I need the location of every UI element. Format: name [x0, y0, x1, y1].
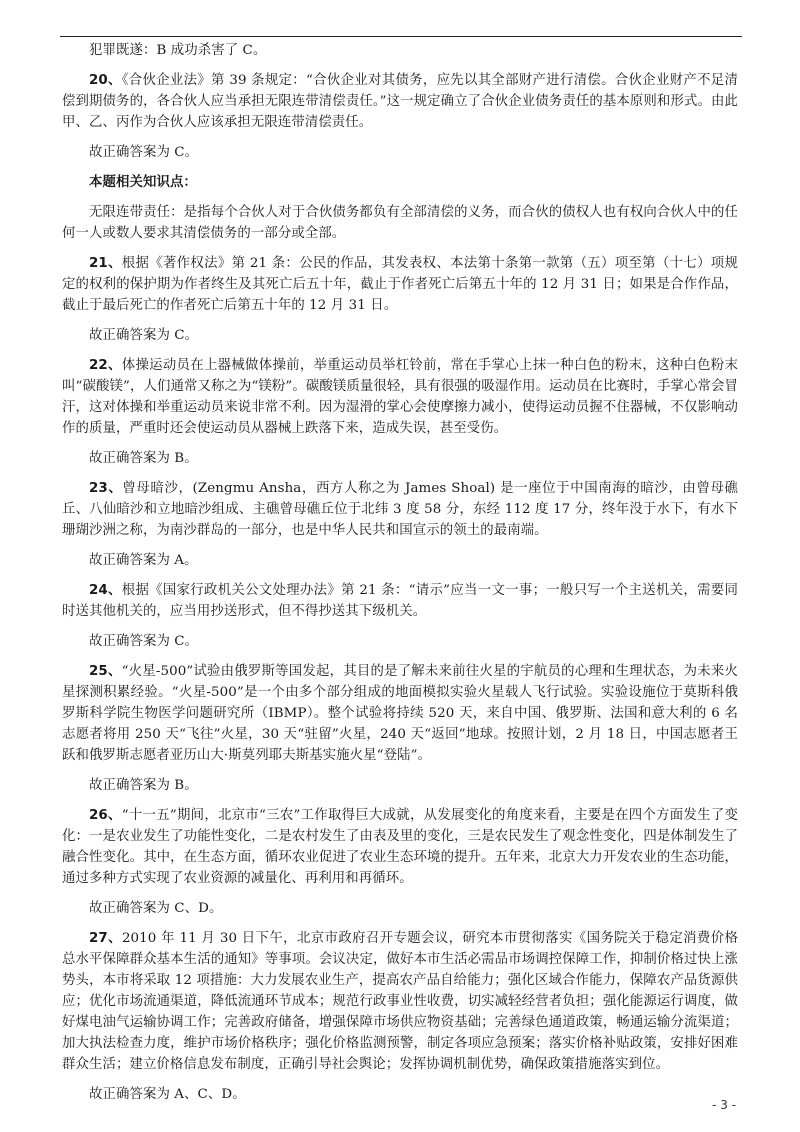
- paragraph-text: 2010 年 11 月 30 日下午，北京市政府召开专题会议，研究本市贯彻落实《国务院关于稳定消费价格总水平保障群众基本生活的通知》等事项。会议决定，做好本市生活必需品市场调控保障工作，抑制价格过快上涨势头，本市将采取 12 项措施：大力发展农业生产，提高农产品自给能力；强化区域合作能力，保障农产品货源供应；优化市场流通渠道，降低流通环节成本；规范行政事业性收费，切实减轻经营者负担；强化能源运行调度，做好煤电油气运输协调工作；完善政府储备，增强保障市场供应物资基础；完善绿色通道政策，畅通运输分流渠道；加大执法检查力度，维护市场价格秩序；强化价格监测预警，制定各项应急预案；落实价格补贴政策，安排好困难群众生活；建立价格信息发布制度，正确引导社会舆论；发挥协调机制优势，确保政策措施落实到位。: [62, 931, 738, 1072]
- page-number: - 3 -: [712, 1098, 736, 1112]
- paragraph-text: 无限连带责任：是指每个合伙人对于合伙债务都负有全部清偿的义务，而合伙的债权人也有权向合伙人中的任何一人或数人要求其清偿债务的一部分或全部。: [62, 205, 738, 241]
- question-number: 20、: [89, 73, 122, 88]
- question-explanation: [62, 661, 738, 766]
- text-paragraph: [62, 631, 738, 652]
- question-number: 27、: [89, 931, 122, 946]
- question-number: 22、: [89, 358, 122, 373]
- question-explanation: [62, 580, 738, 622]
- paragraph-text: 故正确答案为 A、C、D。: [89, 1087, 246, 1102]
- paragraph-text: 体操运动员在上器械做体操前，举重运动员举杠铃前，常在手掌心上抹一种白色的粉末，这种白色粉末叫“碳酸镁”，人们通常又称之为“镁粉”。碳酸镁质量很轻，具有很强的吸湿作用。运动员在比赛时，手掌心常会冒汗，这对体操和举重运动员来说非常不利。因为湿滑的掌心会使摩擦力减小，使得运动员握不住器械，不仅影响动作的质量，严重时还会使运动员从器械上跌落下来，造成失误，甚至受伤。: [62, 358, 739, 436]
- question-number: 21、: [89, 256, 122, 271]
- paragraph-text: 本题相关知识点：: [89, 175, 197, 190]
- text-paragraph: [62, 325, 738, 346]
- paragraph-text: 根据《著作权法》第 21 条：公民的作品，其发表权、本法第十条第一款第（五）项至第（十七）项规定的权利的保护期为作者终生及其死亡后五十年，截止于作者死亡后第五十年的 12 月 31 日；如果是合作作品，截止于最后死亡的作者死亡后第五十年的 12 月 31 日。: [62, 256, 739, 313]
- question-explanation: [62, 355, 738, 439]
- text-paragraph: [62, 40, 738, 61]
- question-number: 23、: [89, 481, 123, 496]
- question-number: 24、: [89, 583, 122, 598]
- header-rule: [60, 36, 742, 37]
- text-paragraph: [62, 1084, 738, 1105]
- page-body: [62, 40, 738, 1114]
- text-paragraph: [62, 448, 738, 469]
- text-paragraph: [62, 898, 738, 919]
- text-paragraph: [62, 142, 738, 163]
- paragraph-text: 故正确答案为 C、D。: [89, 901, 223, 916]
- question-explanation: [62, 70, 738, 133]
- paragraph-text: 故正确答案为 A。: [89, 553, 198, 568]
- paragraph-text: 犯罪既遂：B 成功杀害了 C。: [89, 43, 267, 58]
- paragraph-text: 根据《国家行政机关公文处理办法》第 21 条：“请示”应当一文一事；一般只写一个主送机关，需要同时送其他机关的，应当用抄送形式，但不得抄送其下级机关。: [62, 583, 738, 619]
- paragraph-text: 故正确答案为 C。: [89, 328, 199, 343]
- question-number: 25、: [89, 664, 122, 679]
- question-explanation: [62, 805, 738, 889]
- paragraph-text: “火星-500”试验由俄罗斯等国发起，其目的是了解未来前往火星的宇航员的心理和生理状态，为未来火星探测积累经验。“火星-500”是一个由多个部分组成的地面模拟实验火星载人飞行试验。实验设施位于莫斯科俄罗斯科学院生物医学问题研究所（IBMP）。整个试验将持续 520 天，来自中国、俄罗斯、法国和意大利的 6 名志愿者将用 250 天“飞往”火星，30 天“驻留”火星，240 天“返回”地球。按照计划，2 月 18 日，中国志愿者王跃和俄罗斯志愿者亚历山大·斯莫列耶夫斯基实施火星“登陆”。: [62, 664, 738, 763]
- paragraph-text: 故正确答案为 B。: [89, 451, 198, 466]
- paragraph-text: “十一五”期间，北京市“三农”工作取得巨大成就，从发展变化的角度来看，主要是在四个方面发生了变化：一是农业发生了功能性变化，二是农村发生了由表及里的变化，三是农民发生了观念性变化，四是体制发生了融合性变化。其中，在生态方面，循环农业促进了农业生态环境的提升。五年来，北京大力开发农业的生态功能，通过多种方式实现了农业资源的减量化、再利用和再循环。: [62, 808, 738, 886]
- paragraph-text: 《合伙企业法》第 39 条规定：“合伙企业对其债务，应先以其全部财产进行清偿。合伙企业财产不足清偿到期债务的，各合伙人应当承担无限连带清偿责任。”这一规定确立了合伙企业债务责任的基本原则和形式。由此甲、乙、丙作为合伙人应该承担无限连带清偿责任。: [62, 73, 739, 130]
- text-paragraph: [62, 202, 738, 244]
- knowledge-heading: [62, 172, 738, 193]
- paragraph-text: 故正确答案为 C。: [89, 145, 199, 160]
- text-paragraph: [62, 775, 738, 796]
- question-number: 26、: [89, 808, 122, 823]
- question-explanation: [62, 478, 738, 541]
- paragraph-text: 故正确答案为 B。: [89, 778, 198, 793]
- paragraph-text: 曾母暗沙，(Zengmu Ansha，西方人称之为 James Shoal) 是一座位于中国南海的暗沙，由曾母礁丘、八仙暗沙和立地暗沙组成、主礁曾母礁丘位于北纬 3 度 58 分，东经 112 度 17 分，终年没于水下，有水下珊瑚沙洲之称，为南沙群岛的一部分，也是中华人民共和国宣示的领土的最南端。: [62, 481, 738, 538]
- question-explanation: [62, 928, 738, 1075]
- paragraph-text: 故正确答案为 C。: [89, 634, 199, 649]
- question-explanation: [62, 253, 738, 316]
- text-paragraph: [62, 550, 738, 571]
